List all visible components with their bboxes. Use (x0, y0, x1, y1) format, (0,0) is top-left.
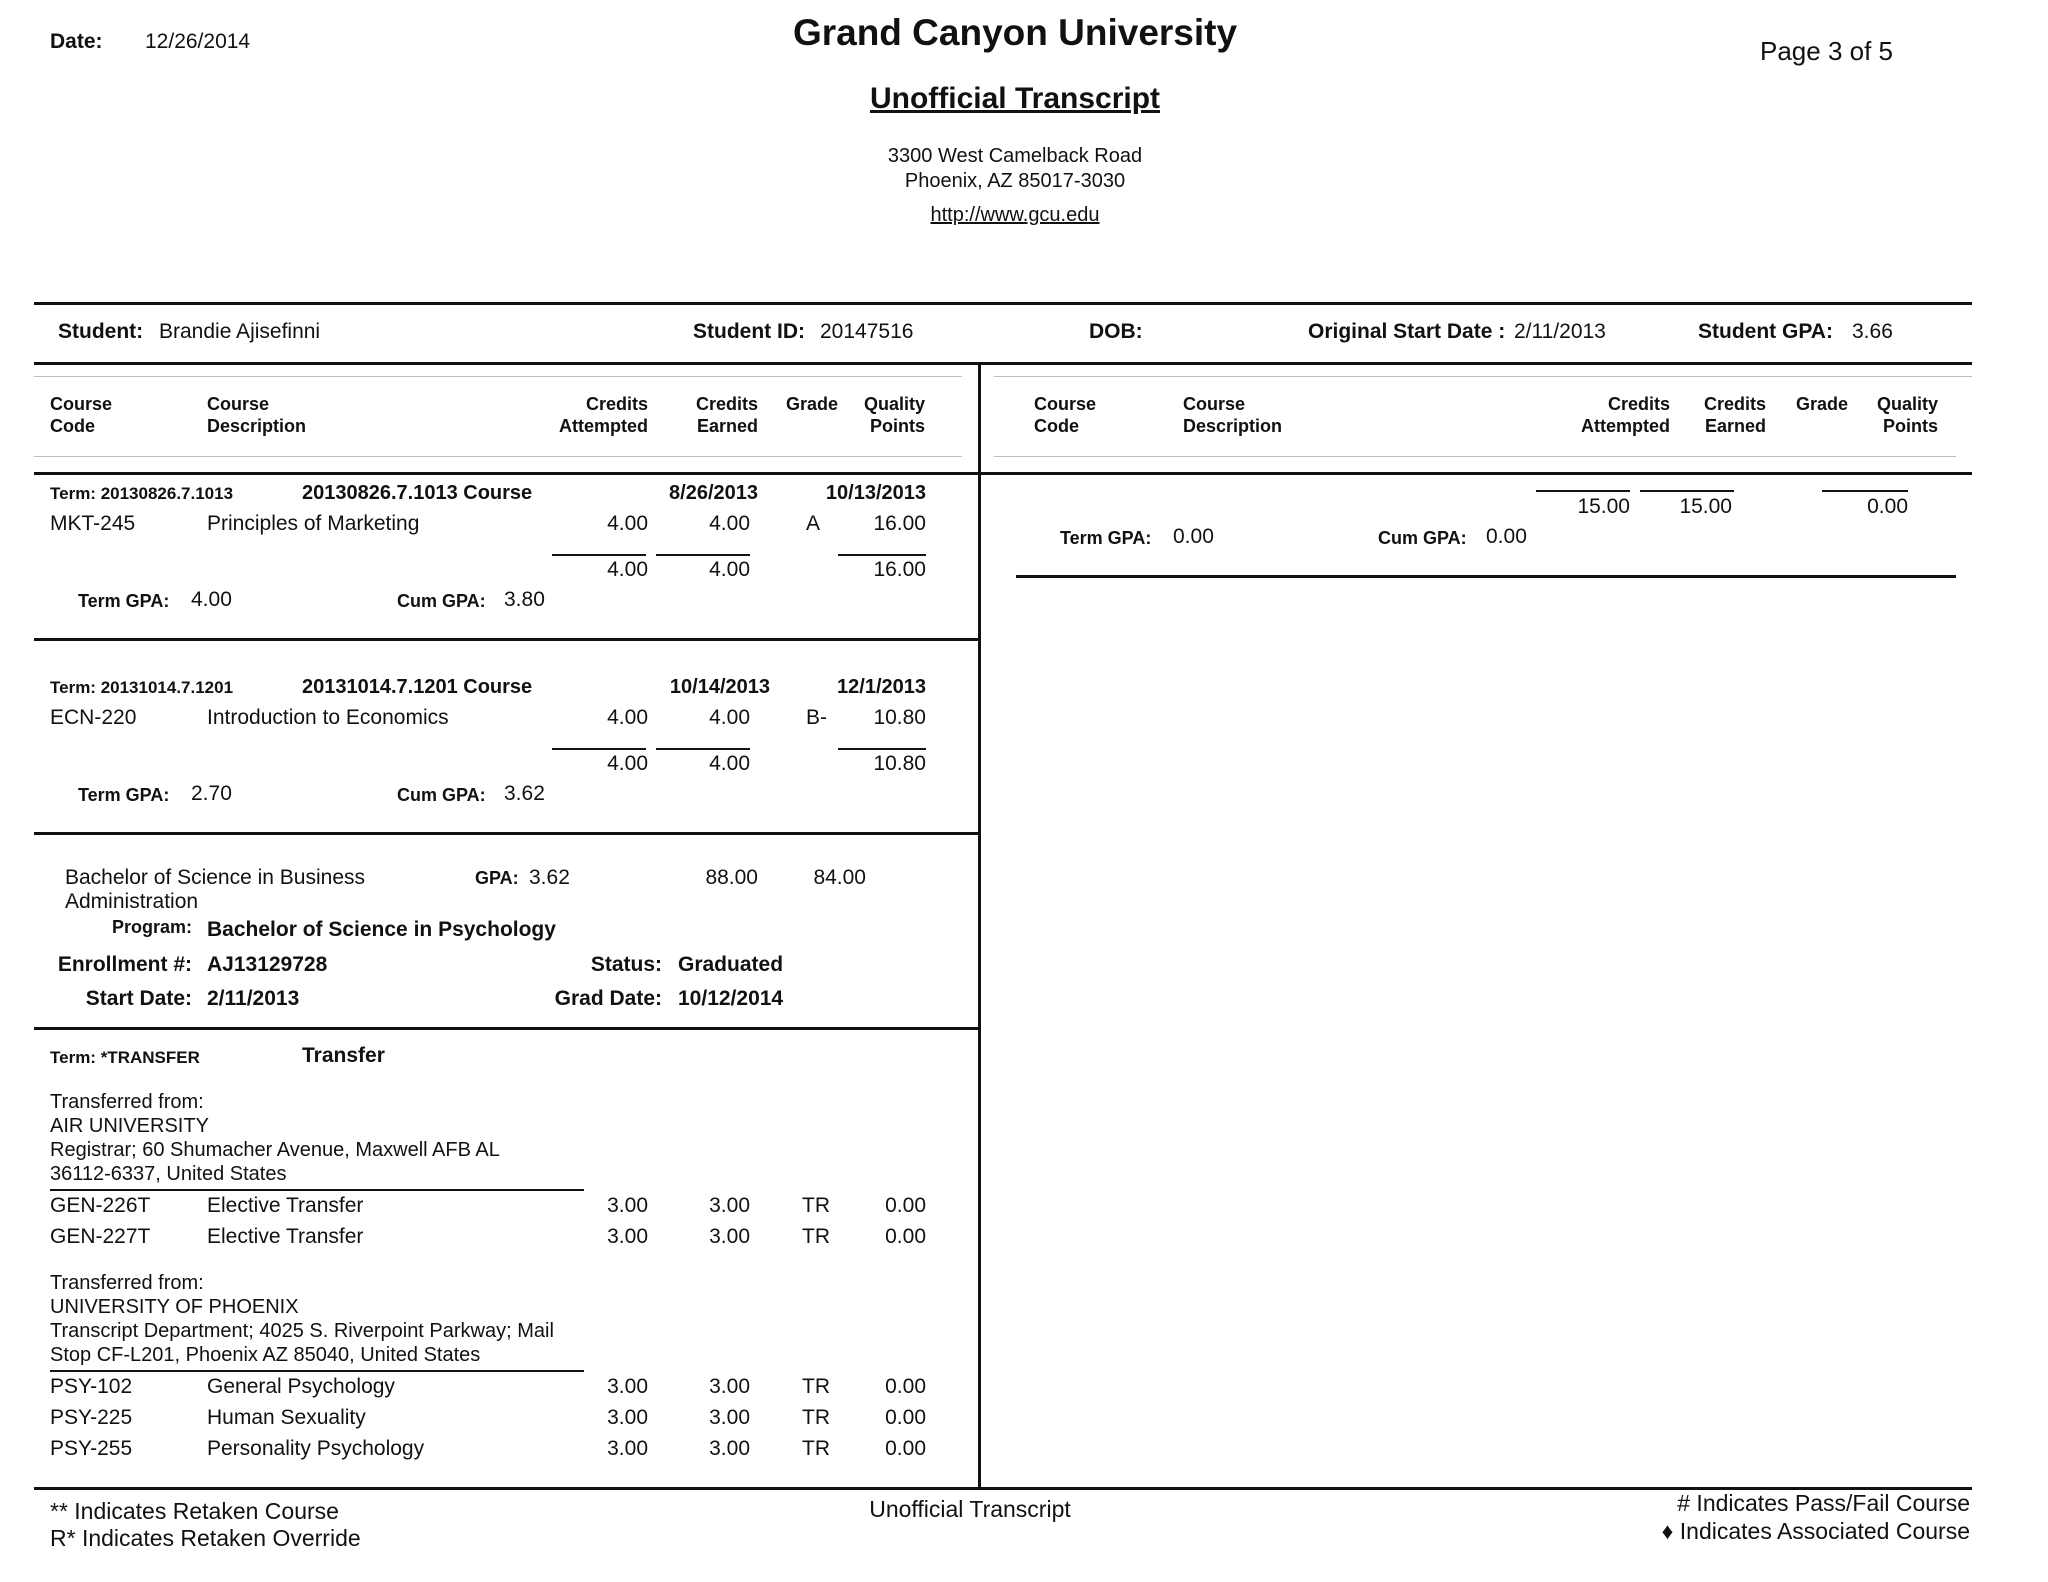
university-name: Grand Canyon University (792, 12, 1238, 53)
term-start-date: 10/14/2013 (669, 676, 770, 698)
col-code-2-right: Code (1034, 416, 1079, 436)
credits-attempted: 3.00 (607, 1225, 648, 1248)
school-address-1: Registrar; 60 Shumacher Avenue, Maxwell AFB AL (50, 1139, 500, 1161)
summary-divider (1016, 575, 1956, 578)
header-rule-bottom-left (34, 456, 962, 457)
col-grade: Grade (786, 394, 839, 414)
course-code: MKT-245 (50, 512, 136, 535)
cum-gpa: 3.80 (504, 588, 545, 611)
col-points-1: Quality (863, 394, 925, 414)
retaken-override-legend: R* Indicates Retaken Override (50, 1525, 361, 1551)
enrollment-number: AJ13129728 (207, 953, 328, 976)
total-rule-earned (656, 554, 750, 556)
degree-gpa-label: GPA: (475, 868, 519, 888)
grade: TR (802, 1375, 830, 1398)
student-label: Student: (58, 320, 144, 343)
student-name: Brandie Ajisefinni (159, 320, 321, 343)
course-code: GEN-227T (50, 1225, 151, 1248)
col-grade-right: Grade (1796, 394, 1849, 414)
grad-date: 10/12/2014 (678, 987, 784, 1010)
course-description: Personality Psychology (207, 1437, 425, 1460)
school-name: AIR UNIVERSITY (50, 1115, 209, 1137)
col-attempted-2-right: Attempted (1581, 416, 1670, 436)
page-number: Page 3 of 5 (1760, 36, 1893, 66)
credits-earned: 3.00 (709, 1406, 750, 1429)
grade: TR (802, 1225, 830, 1248)
term-title: 20131014.7.1201 Course (302, 676, 533, 698)
school-rule (50, 1189, 584, 1191)
divider-top (34, 302, 1972, 305)
col-code-1: Course (50, 394, 113, 414)
website-link[interactable]: http://www.gcu.edu (930, 204, 1100, 226)
col-earned-2: Earned (696, 416, 758, 436)
summary-cum-gpa-label: Cum GPA: (1378, 528, 1467, 548)
degree-credits-attempted: 88.00 (705, 866, 758, 889)
term-gpa: 4.00 (191, 588, 232, 611)
cum-gpa-label: Cum GPA: (397, 785, 486, 805)
transfer-term-label: Term: *TRANSFER (50, 1048, 200, 1067)
grade: TR (802, 1406, 830, 1429)
summary-term-gpa-label: Term GPA: (1060, 528, 1152, 548)
summary-rule-points (1822, 490, 1908, 492)
term-gpa: 2.70 (191, 782, 232, 805)
credits-attempted: 3.00 (607, 1406, 648, 1429)
grade: TR (802, 1437, 830, 1460)
passfail-legend: # Indicates Pass/Fail Course (1677, 1490, 1970, 1516)
header-rule-top-left (34, 376, 962, 377)
dob-label: DOB: (1089, 320, 1143, 343)
col-desc-1: Course (207, 394, 270, 414)
col-desc-2-right: Description (1183, 416, 1283, 436)
course-code: PSY-255 (50, 1437, 133, 1460)
start-date-label: Start Date: (85, 987, 192, 1010)
total-earned: 4.00 (709, 752, 750, 775)
summary-rule-attempted (1536, 490, 1630, 492)
transfer-term-title: Transfer (302, 1044, 385, 1067)
summary-rule-earned (1640, 490, 1734, 492)
program-name: Bachelor of Science in Psychology (207, 918, 556, 941)
term-end-date: 10/13/2013 (825, 482, 926, 504)
date-label: Date: (50, 30, 103, 53)
website-link-wrap (700, 204, 1330, 227)
divider-degree (34, 1027, 978, 1030)
associated-legend: ♦ Indicates Associated Course (1661, 1518, 1970, 1544)
header-rule-top-right (994, 376, 1972, 377)
quality-points: 16.00 (873, 512, 926, 535)
col-attempted-1-right: Credits (1607, 394, 1670, 414)
term-label: Term: 20131014.7.1201 (50, 678, 234, 697)
grade: TR (802, 1194, 830, 1217)
total-rule-points (838, 748, 926, 750)
divider-student (34, 362, 1972, 365)
document-title: Unofficial Transcript (869, 82, 1161, 115)
term-gpa-label: Term GPA: (78, 785, 170, 805)
col-code-2: Code (50, 416, 95, 436)
total-points: 16.00 (873, 558, 926, 581)
summary-cum-gpa: 0.00 (1486, 525, 1527, 548)
summary-points: 0.00 (1867, 495, 1908, 518)
course-description: Principles of Marketing (207, 512, 420, 535)
cum-gpa-label: Cum GPA: (397, 591, 486, 611)
school-address-1: Transcript Department; 4025 S. Riverpoint Parkway; Mail (50, 1320, 554, 1342)
credits-attempted: 3.00 (607, 1375, 648, 1398)
col-attempted-2: Attempted (559, 416, 648, 436)
status-label: Status: (590, 953, 662, 976)
degree-credits-earned: 84.00 (813, 866, 866, 889)
divider-term-2 (34, 832, 978, 835)
retaken-legend: ** Indicates Retaken Course (50, 1498, 339, 1524)
footer-title: Unofficial Transcript (869, 1496, 1071, 1522)
degree-gpa: 3.62 (529, 866, 570, 889)
column-divider (978, 362, 981, 1487)
credits-attempted: 3.00 (607, 1437, 648, 1460)
col-earned-1: Credits (695, 394, 758, 414)
term-start-date: 8/26/2013 (669, 482, 758, 504)
cum-gpa: 3.62 (504, 782, 545, 805)
credits-earned: 4.00 (709, 512, 750, 535)
course-description: General Psychology (207, 1375, 395, 1398)
total-rule-points (838, 554, 926, 556)
term-title: 20130826.7.1013 Course (302, 482, 533, 504)
credits-attempted: 4.00 (607, 512, 648, 535)
course-description: Introduction to Economics (207, 706, 449, 729)
total-points: 10.80 (873, 752, 926, 775)
quality-points: 0.00 (885, 1437, 926, 1460)
divider-left-headers (34, 472, 978, 475)
school-rule (50, 1370, 584, 1372)
quality-points: 0.00 (885, 1194, 926, 1217)
grad-date-label: Grad Date: (554, 987, 662, 1010)
student-gpa: 3.66 (1852, 320, 1893, 343)
total-rule-attempted (552, 554, 646, 556)
school-address-2: Stop CF-L201, Phoenix AZ 85040, United States (50, 1344, 481, 1366)
start-date: 2/11/2013 (207, 987, 300, 1010)
quality-points: 0.00 (885, 1225, 926, 1248)
credits-earned: 3.00 (709, 1225, 750, 1248)
col-points-2-right: Points (1882, 416, 1938, 436)
course-description: Elective Transfer (207, 1194, 364, 1217)
course-description: Human Sexuality (207, 1406, 366, 1429)
quality-points: 10.80 (873, 706, 926, 729)
credits-earned: 4.00 (709, 706, 750, 729)
program-label: Program: (111, 917, 192, 937)
term-gpa-label: Term GPA: (78, 591, 170, 611)
enrollment-label: Enrollment #: (57, 953, 192, 976)
col-earned-2-right: Earned (1704, 416, 1766, 436)
total-rule-earned (656, 748, 750, 750)
total-attempted: 4.00 (607, 752, 648, 775)
address-line-1: 3300 West Camelback Road (887, 145, 1143, 167)
school-name: UNIVERSITY OF PHOENIX (50, 1296, 299, 1318)
credits-earned: 3.00 (709, 1437, 750, 1460)
total-rule-attempted (552, 748, 646, 750)
credits-attempted: 3.00 (607, 1194, 648, 1217)
summary-earned: 15.00 (1679, 495, 1732, 518)
total-attempted: 4.00 (607, 558, 648, 581)
school-address-2: 36112-6337, United States (50, 1163, 287, 1185)
term-end-date: 12/1/2013 (837, 676, 926, 698)
course-code: ECN-220 (50, 706, 137, 729)
col-code-1-right: Course (1034, 394, 1097, 414)
col-points-2: Points (869, 416, 925, 436)
credits-earned: 3.00 (709, 1194, 750, 1217)
grade: A (806, 512, 821, 535)
col-desc-1-right: Course (1183, 394, 1246, 414)
original-start-label: Original Start Date : (1308, 320, 1506, 343)
course-code: PSY-225 (50, 1406, 133, 1429)
grade: B- (806, 706, 827, 729)
transferred-from-label: Transferred from: (50, 1272, 204, 1294)
course-description: Elective Transfer (207, 1225, 364, 1248)
divider-term-1 (34, 638, 978, 641)
original-start-date: 2/11/2013 (1514, 320, 1606, 343)
summary-attempted: 15.00 (1577, 495, 1630, 518)
col-desc-2: Description (207, 416, 307, 436)
status-value: Graduated (678, 953, 784, 976)
summary-term-gpa: 0.00 (1173, 525, 1214, 548)
total-earned: 4.00 (709, 558, 750, 581)
student-gpa-label: Student GPA: (1698, 320, 1833, 343)
course-code: PSY-102 (50, 1375, 133, 1398)
degree-name: Bachelor of Science in Business Administration (65, 866, 365, 913)
col-points-1-right: Quality (1876, 394, 1938, 414)
transferred-from-label: Transferred from: (50, 1091, 204, 1113)
quality-points: 0.00 (885, 1406, 926, 1429)
col-earned-1-right: Credits (1703, 394, 1766, 414)
date-value: 12/26/2014 (145, 30, 251, 53)
quality-points: 0.00 (885, 1375, 926, 1398)
col-attempted-1: Credits (585, 394, 648, 414)
divider-right-headers (978, 472, 1972, 475)
address-line-2: Phoenix, AZ 85017-3030 (904, 170, 1126, 192)
course-code: GEN-226T (50, 1194, 151, 1217)
term-label: Term: 20130826.7.1013 (50, 484, 234, 503)
student-id: 20147516 (820, 320, 914, 343)
credits-attempted: 4.00 (607, 706, 648, 729)
header-rule-bottom-right (994, 456, 1956, 457)
credits-earned: 3.00 (709, 1375, 750, 1398)
student-id-label: Student ID: (693, 320, 805, 343)
